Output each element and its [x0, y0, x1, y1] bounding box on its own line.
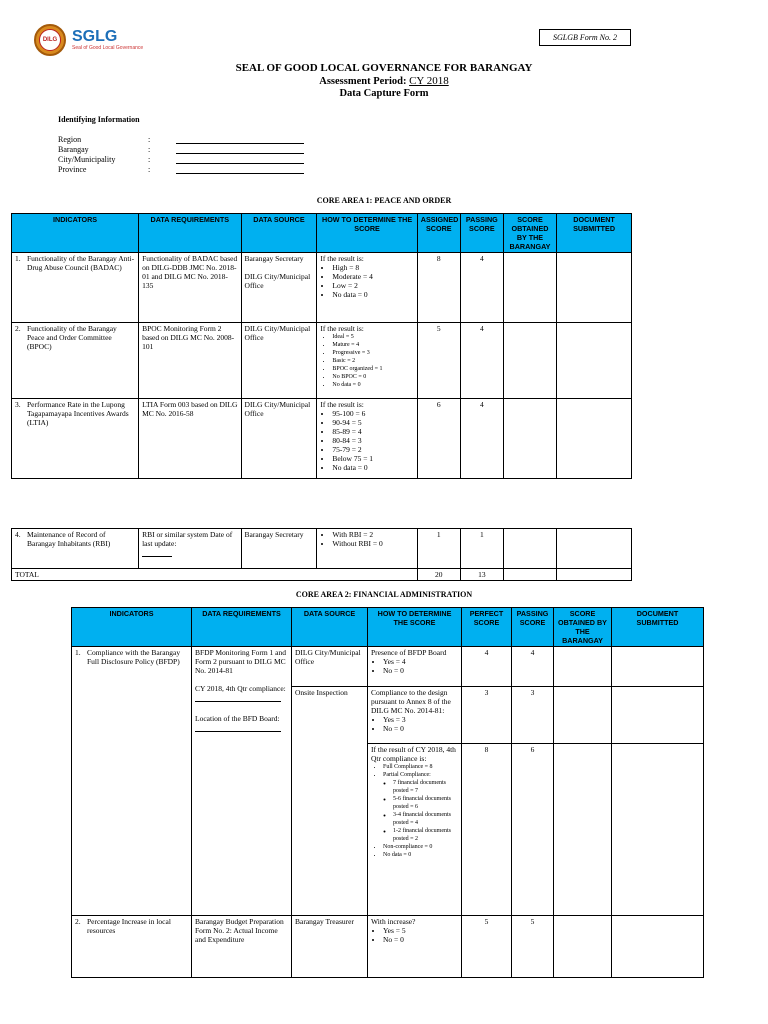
list-item: • High = 8 [332, 263, 413, 272]
field-blank[interactable] [176, 153, 304, 154]
col-document-submitted: DOCUMENT SUBMITTED [612, 608, 704, 647]
requirements-cell: Functionality of BADAC based on DILG-DDB JMC No. 2018-01 and DILG MC No. 2018-135 [139, 253, 241, 323]
col-indicators: INDICATORS [12, 214, 139, 253]
table-row [72, 647, 704, 687]
list-item: • Yes = 5 [383, 926, 458, 935]
list-item: • No data = 0 [332, 463, 413, 472]
list-item: • With RBI = 2 [332, 530, 413, 539]
assigned-score: 8 [417, 253, 460, 323]
perfect-score: 4 [462, 647, 512, 687]
list-item: • Below 75 = 1 [332, 454, 413, 463]
list-item: • 85-89 = 4 [332, 427, 413, 436]
indicator-cell [72, 647, 192, 916]
how-list [371, 715, 458, 733]
region-field [58, 135, 151, 144]
list-item: • Basic = 2 [332, 357, 413, 365]
col-data-source: DATA SOURCE [292, 608, 368, 647]
list-item: • Yes = 4 [383, 657, 458, 666]
field-label: Barangay [58, 145, 89, 154]
list-item: ◦ 5-6 financial documents posted = 6 [393, 795, 458, 811]
list-item: • No = 0 [383, 724, 458, 733]
period-label: Assessment Period: [319, 76, 407, 87]
list-item: • Non-compliance = 0 [383, 843, 458, 851]
source-text: DILG City/Municipal Office [244, 272, 311, 290]
table-row [12, 323, 632, 399]
col-indicators: INDICATORS [72, 608, 192, 647]
field-label: Region [58, 135, 82, 144]
list-item: • No data = 0 [332, 381, 413, 389]
how-list [371, 763, 458, 859]
how-cell [317, 323, 417, 399]
source-cell: Barangay Secretary [241, 529, 317, 569]
score-obtained-cell[interactable] [503, 253, 556, 323]
requirements-cell [192, 647, 292, 916]
field-blank[interactable] [176, 143, 304, 144]
location-blank[interactable] [195, 723, 281, 732]
core-area-1-table-continued [11, 528, 632, 581]
barangay-field [58, 145, 151, 154]
total-document-cell[interactable] [557, 569, 632, 581]
field-blank[interactable] [176, 173, 304, 174]
identifying-heading: Identifying Information [58, 115, 140, 124]
total-label: TOTAL [12, 569, 418, 581]
document-cell[interactable] [612, 687, 704, 744]
how-list [371, 926, 458, 944]
list-item: • No = 0 [383, 935, 458, 944]
score-obtained-cell[interactable] [554, 647, 612, 687]
form-number: SGLGB Form No. 2 [539, 29, 631, 46]
list-item: • No data = 0 [383, 851, 458, 859]
indicator-text: Performance Rate in the Lupong Tagapamayapa Incentives Awards (LTIA) [27, 400, 129, 427]
source-cell: Barangay Treasurer [292, 916, 368, 978]
list-item: • Yes = 3 [383, 715, 458, 724]
list-item: • Moderate = 4 [332, 272, 413, 281]
score-obtained-cell[interactable] [554, 916, 612, 978]
list-item: ◦ 1-2 financial documents posted = 2 [393, 827, 458, 843]
indicator-cell [12, 529, 139, 569]
field-colon: : [148, 165, 151, 174]
col-document-submitted: DOCUMENT SUBMITTED [557, 214, 632, 253]
col-how-to-determine: HOW TO DETERMINE THE SCORE [368, 608, 462, 647]
compliance-blank[interactable] [195, 693, 281, 702]
list-item: • 90-94 = 5 [332, 418, 413, 427]
score-obtained-cell[interactable] [554, 687, 612, 744]
how-intro: Compliance to the design pursuant to Annex 8 of the DILG MC No. 2014-81: [371, 688, 451, 715]
row-number: 1. [15, 254, 21, 263]
list-item: • 80-84 = 3 [332, 436, 413, 445]
list-item: ◦ 3-4 financial documents posted = 4 [393, 811, 458, 827]
score-obtained-cell[interactable] [503, 399, 556, 479]
passing-score: 6 [512, 744, 554, 916]
score-obtained-cell[interactable] [554, 744, 612, 916]
col-how-to-determine: HOW TO DETERMINE THE SCORE [317, 214, 417, 253]
core-area-1-heading: CORE AREA 1: PEACE AND ORDER [316, 196, 452, 205]
assigned-score: 6 [417, 399, 460, 479]
how-cell [368, 687, 462, 744]
total-passing: 13 [460, 569, 503, 581]
row-number: 1. [75, 648, 81, 657]
indicator-cell [12, 323, 139, 399]
how-list [371, 657, 458, 675]
core-area-1-table [11, 213, 632, 479]
document-cell[interactable] [557, 253, 632, 323]
list-item [383, 771, 458, 843]
sglg-logo-sub: Seal of Good Local Governance [72, 45, 144, 51]
col-data-requirements: DATA REQUIREMENTS [192, 608, 292, 647]
province-field [58, 165, 151, 174]
table-header-row [12, 214, 632, 253]
how-cell [368, 647, 462, 687]
requirements-text: CY 2018, 4th Qtr compliance: [195, 684, 286, 693]
row-number: 3. [15, 400, 21, 409]
requirements-cell: LTIA Form 003 based on DILG MC No. 2016-58 [139, 399, 241, 479]
requirements-text: BFDP Monitoring Form 1 and Form 2 pursuant to DILG MC No. 2014-81 [195, 648, 286, 675]
document-cell[interactable] [557, 323, 632, 399]
col-assigned-score: ASSIGNED SCORE [417, 214, 460, 253]
indicator-text: Percentage Increase in local resources [87, 917, 171, 935]
how-cell [317, 529, 417, 569]
field-blank[interactable] [176, 163, 304, 164]
page-title: SEAL OF GOOD LOCAL GOVERNANCE FOR BARANGAY [235, 62, 533, 74]
seal-text: DILG [39, 29, 61, 51]
source-cell: DILG City/Municipal Office [292, 647, 368, 687]
source-cell [241, 253, 317, 323]
passing-score: 3 [512, 687, 554, 744]
how-cell [368, 744, 462, 916]
perfect-score: 8 [462, 744, 512, 916]
how-list [320, 333, 413, 389]
passing-score: 4 [460, 399, 503, 479]
requirements-text: Location of the BFD Board: [195, 714, 280, 723]
score-obtained-cell[interactable] [503, 529, 556, 569]
table-row [12, 399, 632, 479]
passing-score: 4 [460, 323, 503, 399]
col-passing-score: PASSING SCORE [512, 608, 554, 647]
source-cell: Onsite Inspection [292, 687, 368, 916]
col-data-requirements: DATA REQUIREMENTS [139, 214, 241, 253]
how-cell [317, 253, 417, 323]
passing-score: 4 [460, 253, 503, 323]
score-obtained-cell[interactable] [503, 323, 556, 399]
how-list [320, 530, 413, 548]
assigned-score: 5 [417, 323, 460, 399]
requirements-cell: BPOC Monitoring Form 2 based on DILG MC No. 2008-101 [139, 323, 241, 399]
col-perfect-score: PERFECT SCORE [462, 608, 512, 647]
sglg-logo [72, 29, 143, 51]
page-subtitle: Data Capture Form [339, 88, 429, 99]
col-score-obtained: SCORE OBTAINED BY THE BARANGAY [503, 214, 556, 253]
document-cell[interactable] [612, 916, 704, 978]
list-item: • 95-100 = 6 [332, 409, 413, 418]
how-intro: If the result of CY 2018, 4th Qtr compliance is: [371, 745, 456, 763]
perfect-score: 5 [462, 916, 512, 978]
document-cell[interactable] [557, 399, 632, 479]
header-logos [34, 24, 143, 56]
list-item: • No BPOC = 0 [332, 373, 413, 381]
document-cell[interactable] [612, 647, 704, 687]
how-cell [368, 916, 462, 978]
how-intro: If the result is: [320, 324, 364, 333]
how-list [320, 263, 413, 299]
requirements-text: RBI or similar system Date of last update: [142, 530, 233, 548]
table-row [12, 529, 632, 569]
document-cell[interactable] [612, 744, 704, 916]
list-item: • Mature = 4 [332, 341, 413, 349]
col-score-obtained: SCORE OBTAINED BY THE BARANGAY [554, 608, 612, 647]
table-header-row [72, 608, 704, 647]
document-cell[interactable] [557, 529, 632, 569]
source-cell: DILG City/Municipal Office [241, 323, 317, 399]
list-item: • Ideal = 5 [332, 333, 413, 341]
total-assigned: 20 [417, 569, 460, 581]
field-colon: : [148, 155, 151, 164]
last-update-blank[interactable] [142, 548, 172, 557]
core-area-2-heading: CORE AREA 2: FINANCIAL ADMINISTRATION [295, 590, 473, 599]
period-value: CY 2018 [409, 75, 449, 87]
how-intro: Presence of BFDP Board [371, 648, 447, 657]
requirements-cell: Barangay Budget Preparation Form No. 2: Actual Income and Expenditure [192, 916, 292, 978]
row-number: 2. [75, 917, 81, 926]
source-text: Barangay Secretary [244, 254, 304, 263]
how-intro: With increase? [371, 917, 416, 926]
core-area-2-table [71, 607, 704, 978]
list-item: • 75-79 = 2 [332, 445, 413, 454]
partial-label: Partial Compliance: [383, 772, 431, 778]
list-item: • Full Compliance = 8 [383, 763, 458, 771]
list-item: • Without RBI = 0 [332, 539, 413, 548]
list-item: • No = 0 [383, 666, 458, 675]
list-item: • BPOC organized = 1 [332, 365, 413, 373]
indicator-cell [12, 399, 139, 479]
requirements-cell [139, 529, 241, 569]
row-number: 2. [15, 324, 21, 333]
col-data-source: DATA SOURCE [241, 214, 317, 253]
indicator-text: Functionality of the Barangay Peace and Order Committee (BPOC) [27, 324, 117, 351]
row-number: 4. [15, 530, 21, 539]
indicator-text: Functionality of the Barangay Anti-Drug Abuse Council (BADAC) [27, 254, 135, 272]
indicator-text: Maintenance of Record of Barangay Inhabitants (RBI) [27, 530, 111, 548]
indicator-cell [12, 253, 139, 323]
field-label: City/Municipality [58, 155, 116, 164]
passing-score: 5 [512, 916, 554, 978]
indicator-cell [72, 916, 192, 978]
total-row [12, 569, 632, 581]
how-intro: If the result is: [320, 254, 364, 263]
partial-list [383, 779, 458, 843]
passing-score: 1 [460, 529, 503, 569]
passing-score: 4 [512, 647, 554, 687]
how-list [320, 409, 413, 472]
table-row [12, 253, 632, 323]
list-item: • Progressive = 3 [332, 349, 413, 357]
how-cell [317, 399, 417, 479]
how-intro: If the result is: [320, 400, 364, 409]
field-colon: : [148, 135, 151, 144]
perfect-score: 3 [462, 687, 512, 744]
list-item: • Low = 2 [332, 281, 413, 290]
city-municipality-field [58, 155, 151, 164]
list-item: ◦ 7 financial documents posted = 7 [393, 779, 458, 795]
field-colon: : [148, 145, 151, 154]
indicator-text: Compliance with the Barangay Full Disclosure Policy (BFDP) [87, 648, 181, 666]
source-cell: DILG City/Municipal Office [241, 399, 317, 479]
field-label: Province [58, 165, 87, 174]
assigned-score: 1 [417, 529, 460, 569]
dilg-seal-icon [34, 24, 66, 56]
col-passing-score: PASSING SCORE [460, 214, 503, 253]
table-row [72, 916, 704, 978]
assessment-period [0, 75, 768, 87]
total-obtained-cell[interactable] [503, 569, 556, 581]
sglg-logo-text: SGLG [72, 28, 118, 45]
list-item: • No data = 0 [332, 290, 413, 299]
